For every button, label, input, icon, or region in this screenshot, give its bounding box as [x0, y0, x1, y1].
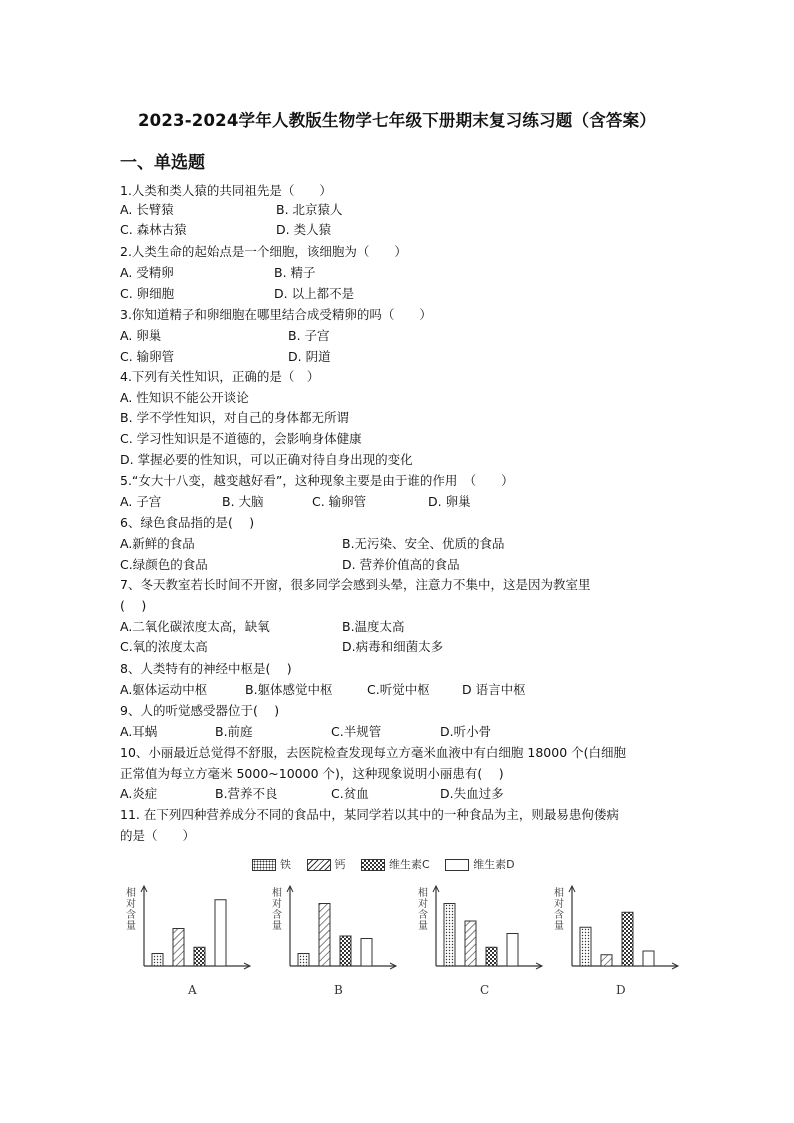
- y-axis-label-char: 对: [272, 899, 282, 910]
- bar-chart-b: [266, 880, 401, 976]
- answer-option[interactable]: B. 大脑: [222, 494, 264, 509]
- bar-chart-c: [412, 880, 547, 976]
- answer-option[interactable]: A. 受精卵: [120, 265, 174, 280]
- question-stem: 4.下列有关性知识，正确的是（ ）: [120, 369, 320, 384]
- question-stem: 8、人类特有的神经中枢是( ): [120, 661, 292, 676]
- y-axis-label-char: 量: [418, 921, 428, 932]
- bar-iron: [152, 954, 163, 967]
- bar-iron: [298, 954, 309, 967]
- bar-vitamin-c: [486, 947, 497, 966]
- answer-option[interactable]: B. 精子: [274, 265, 316, 280]
- answer-option[interactable]: B.无污染、安全、优质的食品: [342, 536, 505, 551]
- bar-chart-svg: [548, 880, 683, 972]
- answer-option[interactable]: C. 学习性知识是不道德的，会影响身体健康: [120, 431, 362, 446]
- question-stem: 2.人类生命的起始点是一个细胞，该细胞为（ ）: [120, 244, 407, 259]
- legend-item-calcium: 钙: [307, 856, 346, 872]
- answer-option[interactable]: C. 卵细胞: [120, 286, 175, 301]
- bar-iron: [580, 927, 591, 966]
- y-axis-label-char: 含: [126, 910, 136, 921]
- bar-vitamin-d: [361, 939, 372, 967]
- bar-calcium: [601, 955, 612, 966]
- answer-option[interactable]: D 语言中枢: [462, 682, 526, 697]
- bar-chart-d: [548, 880, 683, 976]
- answer-option[interactable]: B.躯体感觉中枢: [245, 682, 333, 697]
- chart-label[interactable]: C: [480, 983, 490, 997]
- answer-option[interactable]: D. 卵巢: [428, 494, 471, 509]
- bar-chart-svg: [120, 880, 255, 972]
- answer-option[interactable]: A. 卵巢: [120, 328, 162, 343]
- y-axis-label-char: 相: [272, 888, 282, 899]
- answer-option[interactable]: D. 以上都不是: [274, 286, 355, 301]
- chart-label[interactable]: B: [334, 983, 343, 997]
- answer-option[interactable]: A. 子宫: [120, 494, 162, 509]
- y-axis-label-char: 量: [272, 921, 282, 932]
- y-axis-label-char: 相: [126, 888, 136, 899]
- legend-item-iron: 铁: [252, 856, 291, 872]
- y-axis-label-char: 对: [126, 899, 136, 910]
- answer-option[interactable]: C. 输卵管: [312, 494, 367, 509]
- bar-vitamin-d: [215, 900, 226, 966]
- answer-option[interactable]: D.听小骨: [440, 724, 492, 739]
- y-axis-label-char: 相: [418, 888, 428, 899]
- y-axis-label-char: 含: [554, 910, 564, 921]
- answer-option[interactable]: D. 阴道: [288, 349, 331, 364]
- question-stem: 11. 在下列四种营养成分不同的食品中，某同学若以其中的一种食品为主，则最易患佝偻病: [120, 807, 619, 822]
- answer-option[interactable]: A. 长臂猿: [120, 202, 174, 217]
- bar-chart-a: [120, 880, 255, 976]
- answer-option[interactable]: A.躯体运动中枢: [120, 682, 208, 697]
- bar-vitamin-d: [507, 934, 518, 967]
- answer-option[interactable]: C.贫血: [331, 786, 369, 801]
- bar-calcium: [319, 904, 330, 967]
- bar-vitamin-d: [643, 951, 654, 966]
- answer-option[interactable]: B. 学不学性知识，对自己的身体都无所谓: [120, 410, 350, 425]
- question-stem: 7、冬天教室若长时间不开窗，很多同学会感到头晕，注意力不集中，这是因为教室里: [120, 577, 591, 592]
- bar-calcium: [173, 929, 184, 967]
- answer-option[interactable]: D. 类人猿: [276, 222, 332, 237]
- answer-option[interactable]: A.炎症: [120, 786, 158, 801]
- answer-option[interactable]: D.病毒和细菌太多: [342, 639, 444, 654]
- answer-option[interactable]: B.前庭: [215, 724, 253, 739]
- answer-option[interactable]: D. 掌握必要的性知识，可以正确对待自身出现的变化: [120, 452, 413, 467]
- bar-calcium: [465, 921, 476, 966]
- y-axis-label-char: 对: [418, 899, 428, 910]
- y-axis-label-char: 量: [126, 921, 136, 932]
- legend-item-vitamin-c: 维生素C: [361, 856, 430, 872]
- y-axis-label-char: 相: [554, 888, 564, 899]
- answer-option[interactable]: A.耳蜗: [120, 724, 158, 739]
- y-axis-label-char: 含: [272, 910, 282, 921]
- bar-iron: [444, 904, 455, 967]
- legend-item-vitamin-d: 维生素D: [445, 856, 514, 872]
- page-title: 2023-2024学年人教版生物学七年级下册期末复习练习题（含答案）: [138, 111, 656, 130]
- question-stem: 9、人的听觉感受器位于( ): [120, 703, 280, 718]
- answer-option[interactable]: A. 性知识不能公开谈论: [120, 390, 249, 405]
- answer-option[interactable]: C.听觉中枢: [367, 682, 430, 697]
- bar-chart-svg: [266, 880, 401, 972]
- question-stem: ( ): [120, 598, 147, 613]
- answer-option[interactable]: D. 营养价值高的食品: [342, 557, 460, 572]
- question-stem: 6、绿色食品指的是( ): [120, 515, 255, 530]
- answer-option[interactable]: B.营养不良: [215, 786, 278, 801]
- bar-chart-svg: [412, 880, 547, 972]
- answer-option[interactable]: C.半规管: [331, 724, 382, 739]
- y-axis-label-char: 含: [418, 910, 428, 921]
- chart-label[interactable]: D: [616, 983, 626, 997]
- question-stem: 1.人类和类人猿的共同祖先是（ ）: [120, 183, 332, 198]
- answer-option[interactable]: A.新鲜的食品: [120, 536, 195, 551]
- question-stem: 10、小丽最近总觉得不舒服，去医院检查发现每立方毫米血液中有白细胞 18000 个(白细胞: [120, 745, 626, 760]
- chart-label[interactable]: A: [188, 983, 197, 997]
- question-stem: 正常值为每立方毫米 5000~10000 个)，这种现象说明小丽患有( ): [120, 766, 504, 781]
- section-heading: 一、单选题: [120, 153, 205, 173]
- question-stem: 的是（ ）: [120, 828, 196, 843]
- question-stem: 3.你知道精子和卵细胞在哪里结合成受精卵的吗（ ）: [120, 307, 432, 322]
- answer-option[interactable]: B.温度太高: [342, 619, 405, 634]
- bar-vitamin-c: [340, 936, 351, 966]
- y-axis-label-char: 量: [554, 921, 564, 932]
- answer-option[interactable]: C. 输卵管: [120, 349, 175, 364]
- answer-option[interactable]: B. 北京猿人: [276, 202, 343, 217]
- answer-option[interactable]: A.二氧化碳浓度太高，缺氧: [120, 619, 270, 634]
- answer-option[interactable]: C.氧的浓度太高: [120, 639, 208, 654]
- bar-vitamin-c: [622, 912, 633, 966]
- bar-vitamin-c: [194, 947, 205, 966]
- answer-option[interactable]: C.绿颜色的食品: [120, 557, 208, 572]
- answer-option[interactable]: B. 子宫: [288, 328, 330, 343]
- answer-option[interactable]: C. 森林古猿: [120, 222, 187, 237]
- chart-legend: [252, 856, 527, 872]
- y-axis-label-char: 对: [554, 899, 564, 910]
- answer-option[interactable]: D.失血过多: [440, 786, 504, 801]
- question-stem: 5.“女大十八变，越变越好看”，这种现象主要是由于谁的作用 （ ）: [120, 473, 514, 488]
